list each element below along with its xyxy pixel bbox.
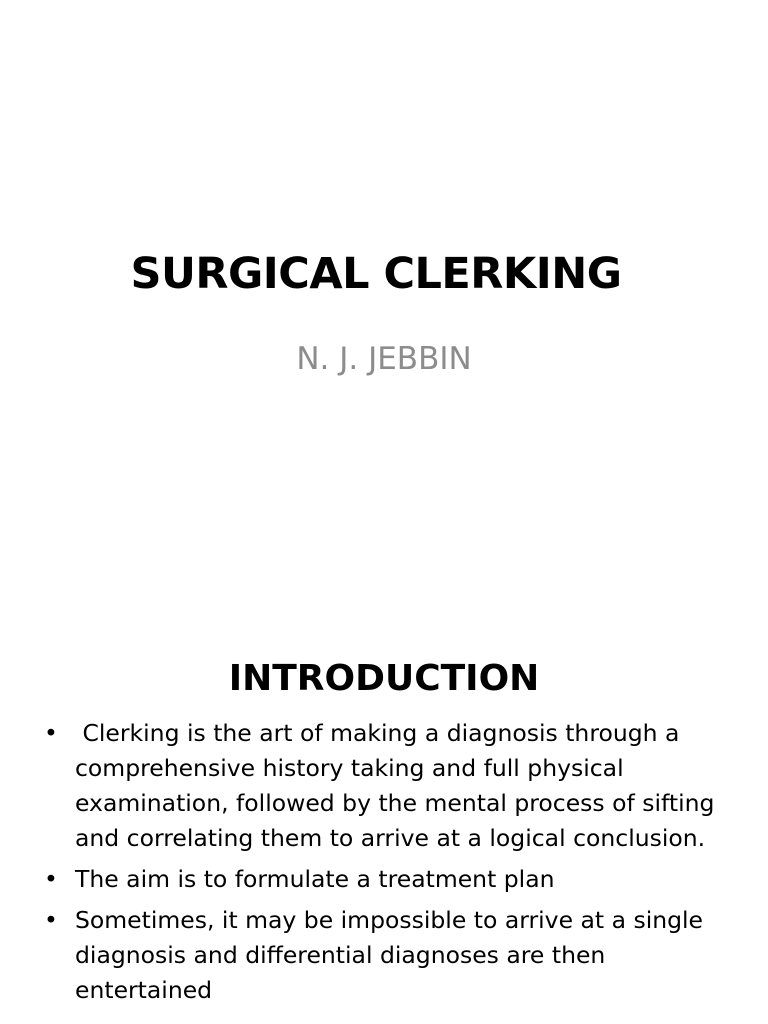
- slide-subtitle-author: N. J. JEBBIN: [296, 341, 472, 377]
- bullet-dot-icon: [44, 716, 58, 751]
- introduction-slide: [0, 576, 768, 1024]
- introduction-bullet-list: [44, 716, 744, 1014]
- bullet-item-aim: [44, 862, 744, 897]
- bullet-item-definition: [44, 716, 744, 856]
- bullet-dot-icon: [44, 903, 58, 938]
- slide-title: SURGICAL CLERKING: [130, 248, 622, 299]
- bullet-text: Clerking is the art of making a diagnosis through a comprehensive history taking and full physical examination, followed by the mental process of sifting and correlating them to arrive at a logical conclusion.: [75, 719, 722, 852]
- introduction-heading: INTRODUCTION: [228, 657, 540, 699]
- bullet-text: Sometimes, it may be impossible to arrive at a single diagnosis and differential diagnoses are then entertained: [75, 906, 704, 1004]
- bullet-text: The aim is to formulate a treatment plan: [75, 865, 555, 893]
- bullet-dot-icon: [44, 862, 58, 897]
- bullet-item-differential: [44, 903, 744, 1008]
